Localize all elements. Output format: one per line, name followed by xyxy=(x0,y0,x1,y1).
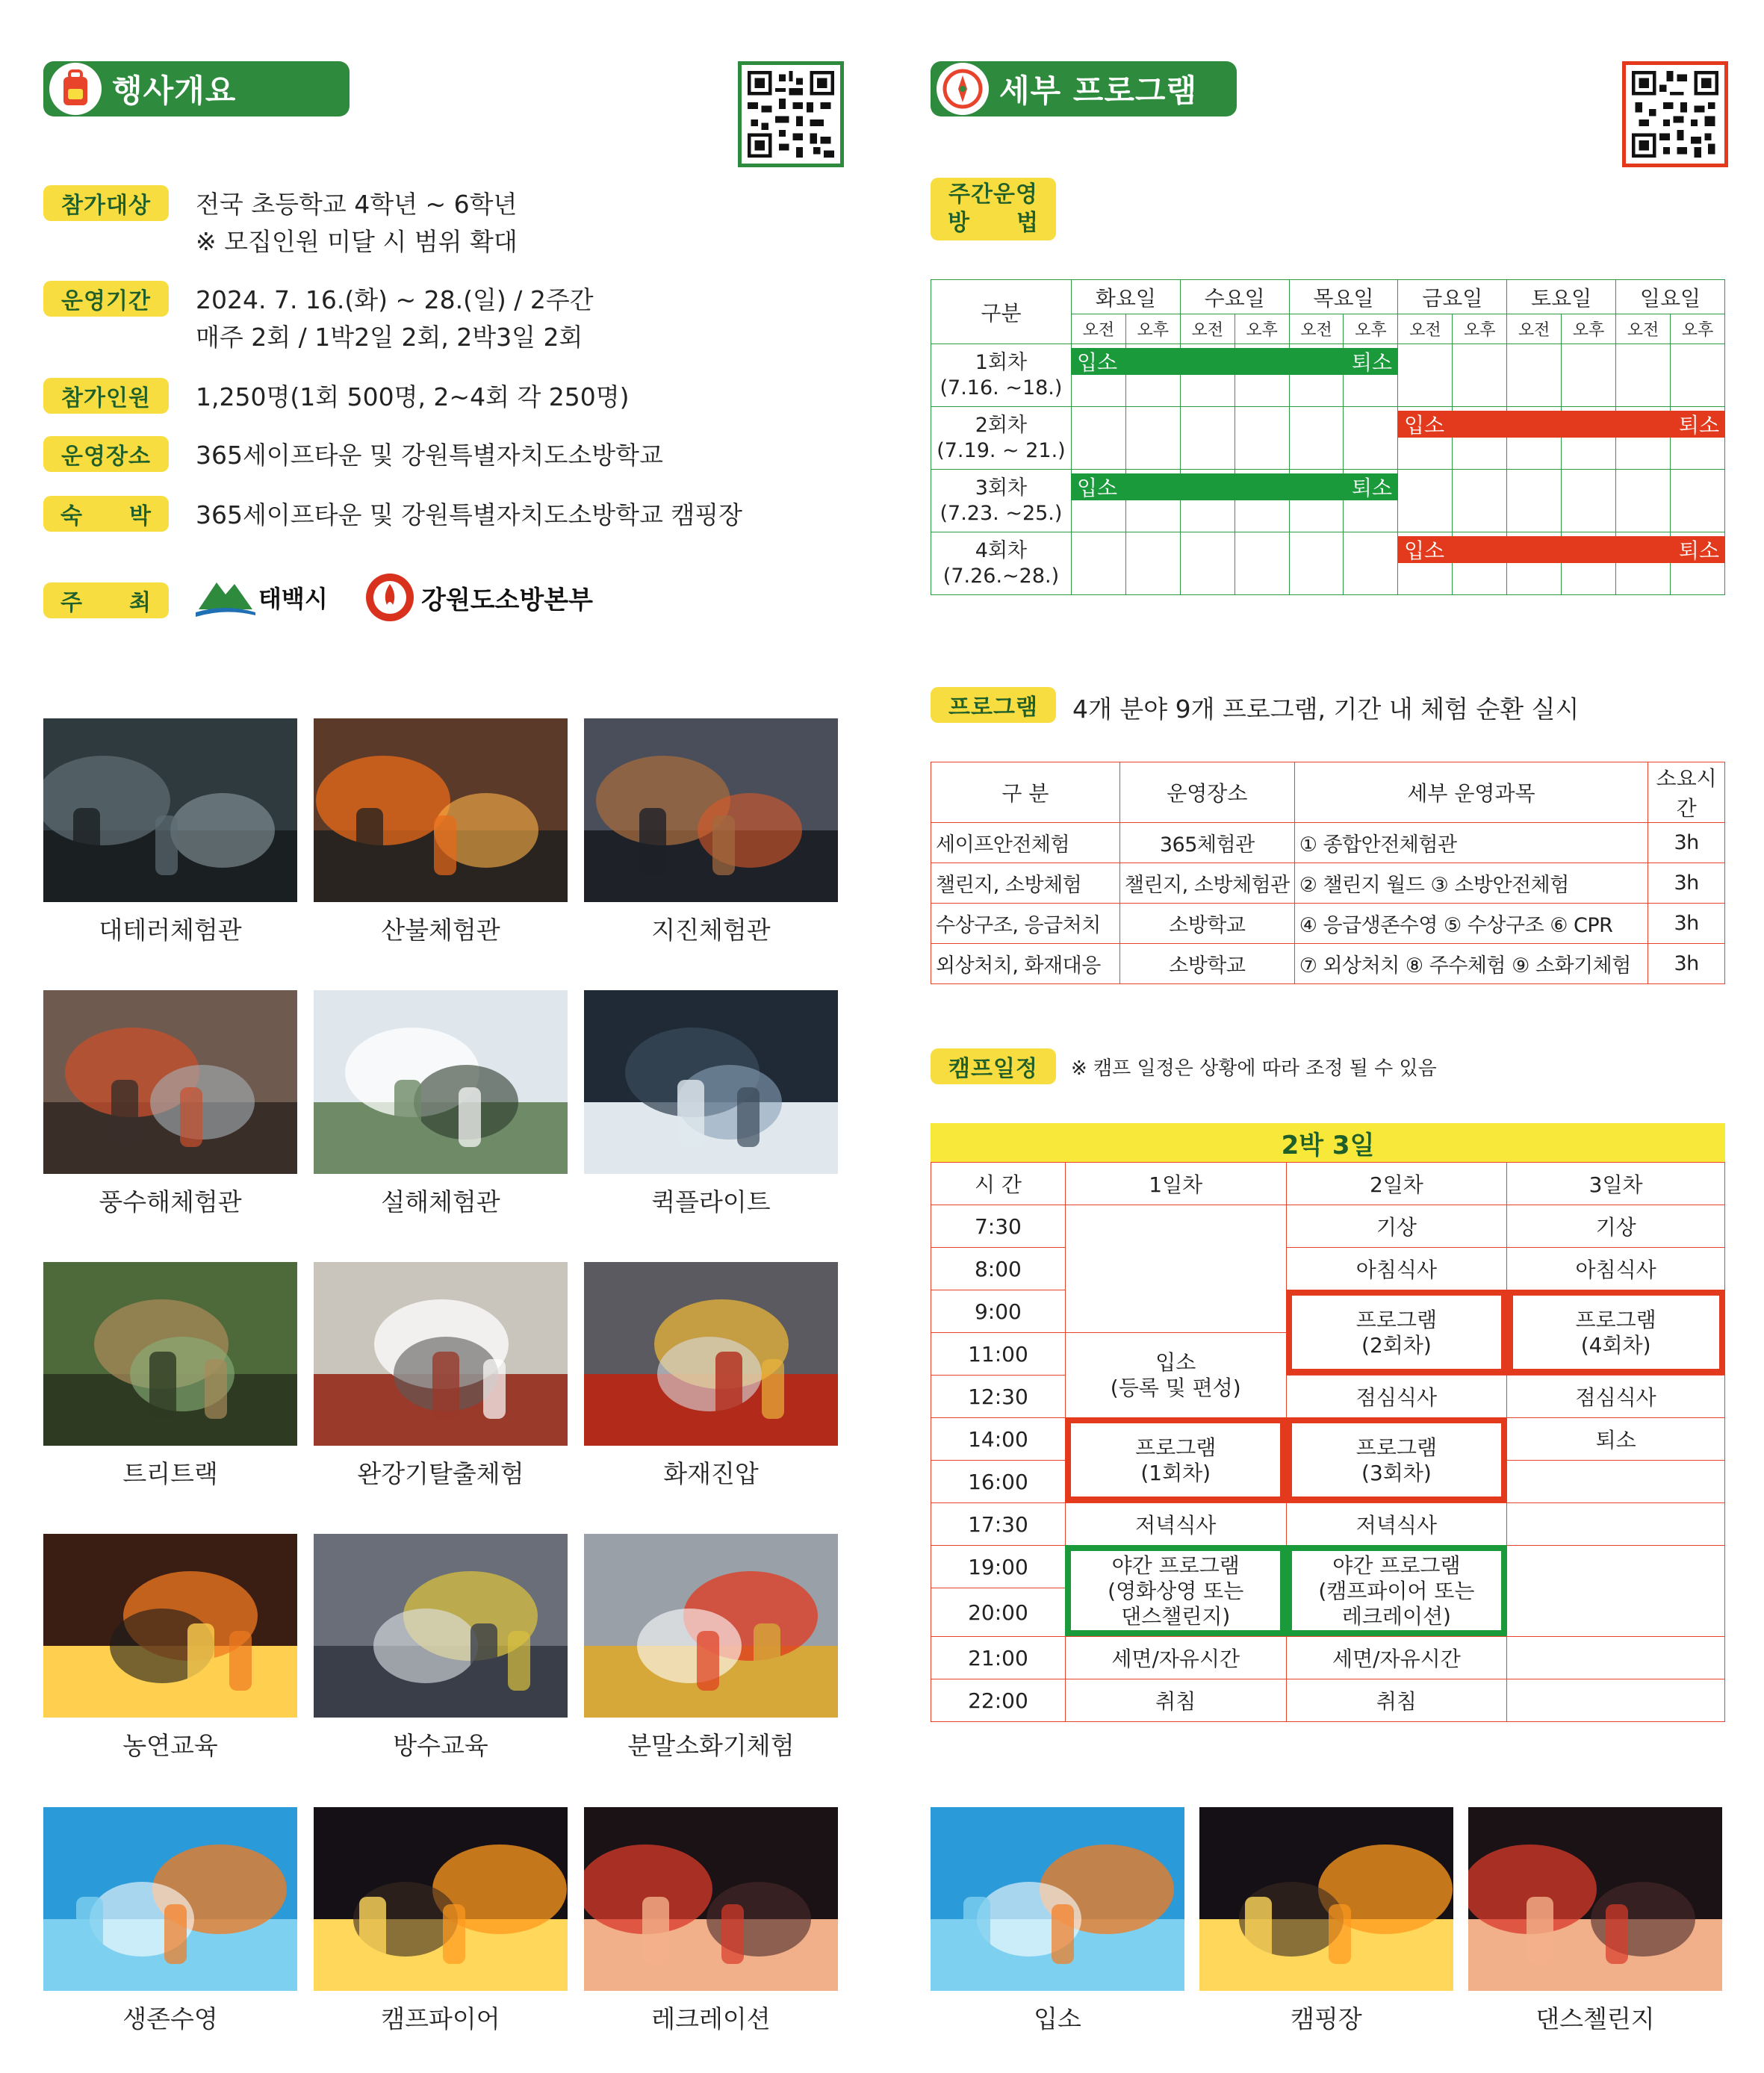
camp-day1-free: 세면/자유시간 xyxy=(1065,1637,1286,1679)
weekly-am-2: 오전 xyxy=(1289,314,1344,344)
experience-4-photo xyxy=(43,990,297,1174)
weekly-day-4: 토요일 xyxy=(1507,280,1616,314)
experience-1-caption: 대테러체험관 xyxy=(99,916,242,945)
experience-10-photo xyxy=(43,1534,297,1718)
qr-code-right[interactable] xyxy=(1622,61,1728,167)
taebaek-logo xyxy=(196,575,328,620)
qr-code-left[interactable] xyxy=(738,61,844,167)
camp-3-caption: 댄스첼린지 xyxy=(1535,2004,1655,2033)
weekly-cell xyxy=(1071,407,1125,470)
program-header-3: 소요시간 xyxy=(1648,762,1725,823)
weekly-cell xyxy=(1398,344,1453,407)
period-line2: 매주 2회 / 1박2일 2회, 2박3일 2회 xyxy=(196,323,583,352)
experience-15-photo xyxy=(584,1807,838,1991)
camp-day2-program-a-line: (2회차) xyxy=(1361,1332,1432,1358)
weekly-cell xyxy=(1180,407,1235,470)
taebaek-logo-text: 태백시 xyxy=(258,585,328,613)
experience-6-caption: 퀵플라이트 xyxy=(651,1187,771,1216)
camp-day1-night-box xyxy=(1065,1545,1286,1636)
camp-note xyxy=(1071,1053,1437,1081)
experience-13-caption: 생존수영 xyxy=(122,2004,218,2033)
camp-day2-dinner: 저녁식사 xyxy=(1286,1503,1507,1546)
camp-day3-breakfast: 아침식사 xyxy=(1507,1248,1725,1290)
experience-12-caption: 분말소화기체험 xyxy=(627,1731,795,1760)
camp-day2-program-a-box xyxy=(1286,1290,1507,1375)
program-cell: ① 종합안전체험관 xyxy=(1294,823,1648,863)
camp-title: 2박 3일 xyxy=(1281,1130,1375,1160)
camp-day3-empty xyxy=(1507,1503,1725,1546)
experience-6-photo xyxy=(584,990,838,1174)
camp-day3-empty xyxy=(1507,1461,1725,1503)
weekly-day-0: 화요일 xyxy=(1071,280,1180,314)
camp-day3-empty xyxy=(1507,1679,1725,1722)
weekly-cell xyxy=(1562,344,1616,407)
program-header-2: 세부 운영과목 xyxy=(1294,762,1648,823)
program-title: 세부 프로그램 xyxy=(999,72,1198,109)
program-header-0: 구 분 xyxy=(931,762,1120,823)
camp-time: 16:00 xyxy=(931,1461,1066,1503)
camp-time: 12:30 xyxy=(931,1376,1066,1418)
bar-in-label: 입소 xyxy=(1077,350,1118,375)
camp-day2-program-b-line: 프로그램 xyxy=(1355,1435,1437,1460)
program-cell: 소방학교 xyxy=(1119,944,1294,984)
tag-camp: 캠프일정 xyxy=(931,1048,1056,1084)
bar-in-label: 입소 xyxy=(1404,538,1445,563)
camp-day1-empty xyxy=(1065,1205,1286,1333)
experience-12-photo xyxy=(584,1534,838,1718)
weekly-row-2-label xyxy=(931,470,1072,532)
weekly-day-2: 목요일 xyxy=(1289,280,1398,314)
camp-day2-lunch: 점심식사 xyxy=(1286,1376,1507,1418)
bar-out-label: 퇴소 xyxy=(1351,350,1392,375)
camp-day3-checkout: 퇴소 xyxy=(1507,1418,1725,1461)
camp-day3-program-line: 프로그램 xyxy=(1575,1307,1656,1332)
weekly-cell xyxy=(1344,532,1398,595)
camp-day1-program-box xyxy=(1065,1417,1286,1502)
weekly-cell xyxy=(1453,344,1507,407)
camp-day1-night-line: 야간 프로그램 xyxy=(1111,1553,1240,1578)
camp-time: 20:00 xyxy=(931,1588,1066,1637)
weekly-cell xyxy=(1180,532,1235,595)
gangwon-fire-logo-text: 강원도소방본부 xyxy=(421,585,593,615)
tag-venue: 운영장소 xyxy=(43,436,169,472)
camp-2-caption: 캠핑장 xyxy=(1291,2004,1362,2033)
camp-header-day2: 2일차 xyxy=(1286,1163,1507,1205)
camp-time: 22:00 xyxy=(931,1679,1066,1722)
program-table xyxy=(931,762,1725,984)
weekly-cell xyxy=(1235,407,1289,470)
program-cell: 세이프안전체험 xyxy=(931,823,1120,863)
lodging-text: 365세이프타운 및 강원특별자치도소방학교 캠핑장 xyxy=(196,500,743,529)
weekly-bar-1 xyxy=(1071,348,1398,375)
program-cell: 365체험관 xyxy=(1119,823,1294,863)
camp-day2-breakfast: 아침식사 xyxy=(1286,1248,1507,1290)
weekly-cell xyxy=(1670,344,1724,407)
weekly-row-3-dates: (7.26.~28.) xyxy=(942,564,1060,588)
camp-time: 21:00 xyxy=(931,1637,1066,1679)
headcount-text: 1,250명(1회 500명, 2~4회 각 250명) xyxy=(196,382,630,411)
tag-host: 주 최 xyxy=(43,582,169,618)
experience-14-caption: 캠프파이어 xyxy=(381,2004,500,2033)
camp-day2-program-b-line: (3회차) xyxy=(1361,1460,1432,1485)
camp-day2-wake: 기상 xyxy=(1286,1205,1507,1248)
backpack-icon xyxy=(49,63,102,115)
camp-time: 11:00 xyxy=(931,1333,1066,1376)
camp-day2-night-box xyxy=(1286,1545,1507,1636)
weekly-bar-3 xyxy=(1071,473,1398,500)
camp-2-photo xyxy=(1199,1807,1453,1991)
weekly-row-1-label xyxy=(931,407,1072,470)
camp-day1-checkin-line: 입소 xyxy=(1155,1349,1196,1375)
experience-5-photo xyxy=(314,990,568,1174)
participants-line1: 전국 초등학교 4학년 ~ 6학년 xyxy=(196,190,518,219)
tag-weekly-method xyxy=(931,178,1056,240)
experience-9-caption: 화재진압 xyxy=(663,1459,759,1488)
weekly-label-line2: 방 법 xyxy=(948,210,1039,236)
program-summary: 4개 분야 9개 프로그램, 기간 내 체험 순환 실시 xyxy=(1072,694,1580,724)
program-cell: 3h xyxy=(1648,944,1725,984)
tag-program: 프로그램 xyxy=(931,687,1056,723)
venue-text: 365세이프타운 및 강원특별자치도소방학교 xyxy=(196,441,663,470)
camp-day2-sleep: 취침 xyxy=(1286,1679,1507,1722)
experience-5-caption: 설해체험관 xyxy=(381,1187,500,1216)
experience-7-photo xyxy=(43,1262,297,1446)
experience-10-caption: 농연교육 xyxy=(122,1731,218,1760)
experience-14-photo xyxy=(314,1807,568,1991)
experience-7-caption: 트리트랙 xyxy=(122,1459,218,1488)
weekly-row-2-name: 3회차 xyxy=(975,476,1028,500)
camp-time: 9:00 xyxy=(931,1290,1066,1333)
program-cell: 외상처치, 화재대응 xyxy=(931,944,1120,984)
weekly-pm-2: 오후 xyxy=(1344,314,1398,344)
experience-15-caption: 레크레이션 xyxy=(651,2004,771,2033)
program-header xyxy=(931,61,1237,116)
weekly-row-3-name: 4회차 xyxy=(975,538,1028,562)
camp-day2-night-line: (캠프파이어 또는 xyxy=(1318,1578,1475,1603)
camp-time: 7:30 xyxy=(931,1205,1066,1248)
experience-1-photo xyxy=(43,718,297,902)
bar-in-label: 입소 xyxy=(1077,476,1118,500)
camp-header-day1: 1일차 xyxy=(1065,1163,1286,1205)
experience-8-caption: 완강기탈출체험 xyxy=(357,1459,524,1488)
weekly-am-4: 오전 xyxy=(1507,314,1562,344)
bar-out-label: 퇴소 xyxy=(1678,538,1719,563)
compass-icon xyxy=(937,63,989,115)
camp-day1-night-line: (영화상영 또는 xyxy=(1108,1578,1244,1603)
weekly-pm-4: 오후 xyxy=(1562,314,1616,344)
camp-header-day3: 3일차 xyxy=(1507,1163,1725,1205)
camp-day3-wake: 기상 xyxy=(1507,1205,1725,1248)
experience-3-photo xyxy=(584,718,838,902)
tag-headcount: 참가인원 xyxy=(43,378,169,414)
camp-day3-program-line: (4회차) xyxy=(1580,1332,1651,1358)
overview-title: 행사개요 xyxy=(112,72,237,109)
weekly-cell xyxy=(1507,344,1562,407)
weekly-cell xyxy=(1398,470,1453,532)
weekly-cell xyxy=(1616,344,1671,407)
weekly-cell xyxy=(1289,407,1344,470)
camp-day3-program-box xyxy=(1507,1290,1725,1375)
weekly-cell xyxy=(1453,470,1507,532)
weekly-pm-3: 오후 xyxy=(1453,314,1507,344)
weekly-am-3: 오전 xyxy=(1398,314,1453,344)
weekly-cell xyxy=(1344,407,1398,470)
weekly-row-1-dates: (7.19. ~ 21.) xyxy=(937,438,1066,462)
weekly-day-1: 수요일 xyxy=(1180,280,1289,314)
participants-line2: ※ 모집인원 미달 시 범위 확대 xyxy=(196,227,518,256)
camp-3-photo xyxy=(1468,1807,1722,1991)
experience-9-photo xyxy=(584,1262,838,1446)
camp-day1-dinner: 저녁식사 xyxy=(1065,1503,1286,1546)
camp-day1-checkin-line: (등록 및 편성) xyxy=(1110,1375,1241,1400)
weekly-label-line1: 주간운영 xyxy=(948,181,1038,208)
weekly-cell xyxy=(1125,532,1180,595)
weekly-row-0-name: 1회차 xyxy=(975,350,1028,374)
weekly-bar-4 xyxy=(1398,536,1725,563)
camp-time: 8:00 xyxy=(931,1248,1066,1290)
camp-day1-sleep: 취침 xyxy=(1065,1679,1286,1722)
program-cell: 소방학교 xyxy=(1119,904,1294,944)
camp-day2-program-b-box xyxy=(1286,1417,1507,1502)
camp-1-caption: 입소 xyxy=(1034,2004,1081,2033)
camp-day2-night-line: 야간 프로그램 xyxy=(1332,1553,1461,1578)
experience-4-caption: 풍수해체험관 xyxy=(99,1187,242,1216)
experience-2-photo xyxy=(314,718,568,902)
program-cell: 3h xyxy=(1648,823,1725,863)
weekly-col-group: 구분 xyxy=(931,280,1072,344)
overview-header xyxy=(43,61,350,116)
camp-time: 19:00 xyxy=(931,1546,1066,1588)
camp-day1-program-line: (1회차) xyxy=(1140,1460,1211,1485)
experience-2-caption: 산불체험관 xyxy=(381,916,500,945)
camp-day3-empty xyxy=(1507,1546,1725,1637)
camp-day2-free: 세면/자유시간 xyxy=(1286,1637,1507,1679)
weekly-row-1-name: 2회차 xyxy=(975,413,1028,437)
weekly-cell xyxy=(1289,532,1344,595)
experience-3-caption: 지진체험관 xyxy=(651,916,771,945)
gangwon-fire-logo xyxy=(364,572,593,623)
tag-lodging: 숙 박 xyxy=(43,496,169,532)
weekly-am-1: 오전 xyxy=(1180,314,1235,344)
camp-time: 14:00 xyxy=(931,1418,1066,1461)
bar-in-label: 입소 xyxy=(1404,413,1445,438)
weekly-row-2-dates: (7.23. ~25.) xyxy=(940,501,1063,525)
weekly-cell xyxy=(1235,532,1289,595)
camp-day2-program-a-line: 프로그램 xyxy=(1355,1307,1437,1332)
program-cell: 3h xyxy=(1648,863,1725,904)
program-cell: ④ 응급생존수영 ⑤ 수상구조 ⑥ CPR xyxy=(1294,904,1648,944)
bar-out-label: 퇴소 xyxy=(1678,413,1719,438)
camp-title-bar xyxy=(931,1123,1725,1162)
weekly-pm-1: 오후 xyxy=(1235,314,1289,344)
experience-13-photo xyxy=(43,1807,297,1991)
camp-note-text: ※ 캠프 일정은 상황에 따라 조정 될 수 있음 xyxy=(1071,1057,1437,1080)
camp-header-time: 시 간 xyxy=(931,1163,1066,1205)
program-header-1: 운영장소 xyxy=(1119,762,1294,823)
program-cell: ② 챌린지 월드 ③ 소방안전체험 xyxy=(1294,863,1648,904)
program-cell: 수상구조, 응급처치 xyxy=(931,904,1120,944)
experience-8-photo xyxy=(314,1262,568,1446)
weekly-pm-0: 오후 xyxy=(1125,314,1180,344)
camp-day3-lunch: 점심식사 xyxy=(1507,1376,1725,1418)
camp-day1-program-line: 프로그램 xyxy=(1135,1435,1217,1460)
weekly-day-5: 일요일 xyxy=(1616,280,1725,314)
weekly-day-3: 금요일 xyxy=(1398,280,1507,314)
camp-time: 17:30 xyxy=(931,1503,1066,1546)
weekly-cell xyxy=(1616,470,1671,532)
bar-out-label: 퇴소 xyxy=(1351,476,1392,500)
weekly-cell xyxy=(1071,532,1125,595)
program-cell: ⑦ 외상처치 ⑧ 주수체험 ⑨ 소화기체험 xyxy=(1294,944,1648,984)
weekly-cell xyxy=(1670,470,1724,532)
weekly-cell xyxy=(1507,470,1562,532)
camp-1-photo xyxy=(931,1807,1184,1991)
weekly-am-0: 오전 xyxy=(1071,314,1125,344)
weekly-cell xyxy=(1125,407,1180,470)
experience-11-photo xyxy=(314,1534,568,1718)
weekly-bar-2 xyxy=(1398,411,1725,438)
experience-11-caption: 방수교육 xyxy=(393,1731,488,1760)
camp-day2-night-line: 레크레이션) xyxy=(1341,1603,1451,1629)
weekly-pm-5: 오후 xyxy=(1670,314,1724,344)
program-cell: 챌린지, 소방체험관 xyxy=(1119,863,1294,904)
weekly-row-3-label xyxy=(931,532,1072,595)
camp-day1-checkin xyxy=(1065,1333,1286,1418)
tag-period: 운영기간 xyxy=(43,281,169,317)
program-cell: 3h xyxy=(1648,904,1725,944)
weekly-am-5: 오전 xyxy=(1616,314,1671,344)
weekly-cell xyxy=(1562,470,1616,532)
period-line1: 2024. 7. 16.(화) ~ 28.(일) / 2주간 xyxy=(196,285,594,314)
tag-participants: 참가대상 xyxy=(43,185,169,221)
camp-day1-night-line: 댄스챌린지) xyxy=(1121,1603,1231,1629)
weekly-row-0-label xyxy=(931,344,1072,407)
camp-day3-empty xyxy=(1507,1637,1725,1679)
program-cell: 챌린지, 소방체험 xyxy=(931,863,1120,904)
weekly-row-0-dates: (7.16. ~18.) xyxy=(940,376,1063,400)
